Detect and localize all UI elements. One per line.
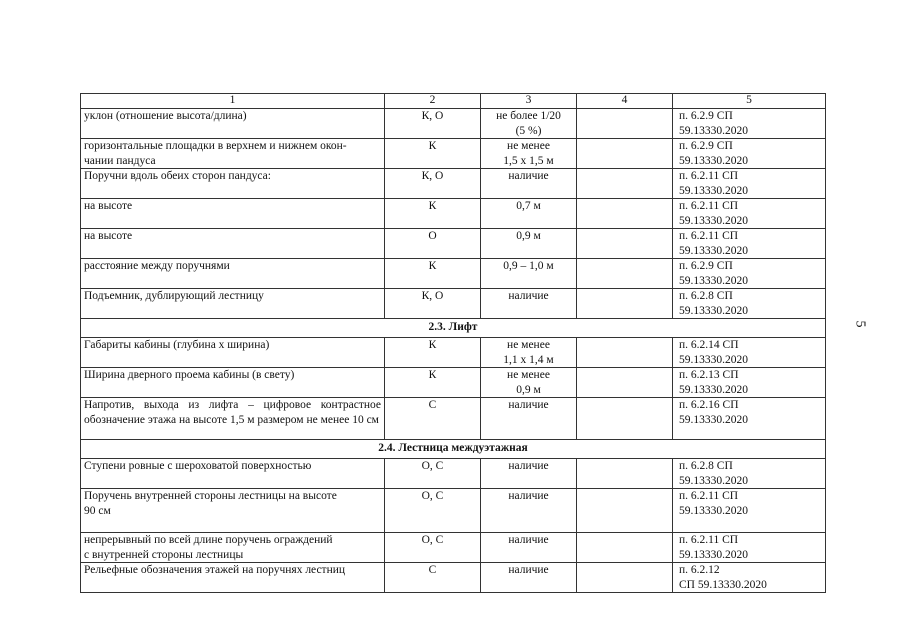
requirement-cell: Поручень внутренней стороны лестницы на высоте 90 см <box>81 489 385 533</box>
table-row <box>81 229 826 259</box>
actual-value-cell <box>577 139 673 169</box>
requirement-cell: уклон (отношение высота/длина) <box>81 109 385 139</box>
reference-cell: п. 6.2.13 СП 59.13330.2020 <box>673 368 826 398</box>
category-cell: К, О <box>385 289 481 319</box>
page-number: 5 <box>852 320 868 328</box>
requirement-cell: расстояние между поручнями <box>81 259 385 289</box>
norm-value-cell: не менее 1,5 х 1,5 м <box>481 139 577 169</box>
category-cell: К, О <box>385 109 481 139</box>
actual-value-cell <box>577 533 673 563</box>
requirement-cell: непрерывный по всей длине поручень ограждений с внутренней стороны лестницы <box>81 533 385 563</box>
requirement-cell: Подъемник, дублирующий лестницу <box>81 289 385 319</box>
norm-value-cell: 0,9 м <box>481 229 577 259</box>
requirement-cell: Поручни вдоль обеих сторон пандуса: <box>81 169 385 199</box>
actual-value-cell <box>577 489 673 533</box>
reference-cell: п. 6.2.11 СП 59.13330.2020 <box>673 533 826 563</box>
norm-value-cell: 0,7 м <box>481 199 577 229</box>
actual-value-cell <box>577 398 673 440</box>
reference-cell: п. 6.2.8 СП 59.13330.2020 <box>673 459 826 489</box>
category-cell: О, С <box>385 459 481 489</box>
requirement-cell: горизонтальные площадки в верхнем и нижнем окон- чании пандуса <box>81 139 385 169</box>
requirement-cell: Ступени ровные с шероховатой поверхностью <box>81 459 385 489</box>
category-cell: К <box>385 259 481 289</box>
table-row <box>81 398 826 440</box>
actual-value-cell <box>577 563 673 593</box>
table-row <box>81 459 826 489</box>
requirements-table-body <box>81 94 826 593</box>
category-cell: К <box>385 368 481 398</box>
actual-value-cell <box>577 338 673 368</box>
actual-value-cell <box>577 289 673 319</box>
table-row <box>81 489 826 533</box>
category-cell: О, С <box>385 533 481 563</box>
reference-cell: п. 6.2.12 СП 59.13330.2020 <box>673 563 826 593</box>
requirement-cell: на высоте <box>81 229 385 259</box>
norm-value-cell: 0,9 – 1,0 м <box>481 259 577 289</box>
actual-value-cell <box>577 229 673 259</box>
actual-value-cell <box>577 259 673 289</box>
requirement-cell: Рельефные обозначения этажей на поручнях лестниц <box>81 563 385 593</box>
actual-value-cell <box>577 368 673 398</box>
table-row <box>81 289 826 319</box>
actual-value-cell <box>577 199 673 229</box>
category-cell: К <box>385 338 481 368</box>
requirement-cell: Ширина дверного проема кабины (в свету) <box>81 368 385 398</box>
actual-value-cell <box>577 169 673 199</box>
requirement-cell: Напротив, выхода из лифта – цифровое контрастное обозначение этажа на высоте 1,5 м размером не менее 10 см <box>81 398 385 440</box>
norm-value-cell: не менее 1,1 х 1,4 м <box>481 338 577 368</box>
norm-value-cell: наличие <box>481 563 577 593</box>
column-number-4: 4 <box>577 94 673 109</box>
norm-value-cell: наличие <box>481 289 577 319</box>
header-row <box>81 94 826 109</box>
reference-cell: п. 6.2.9 СП 59.13330.2020 <box>673 259 826 289</box>
reference-cell: п. 6.2.9 СП 59.13330.2020 <box>673 109 826 139</box>
column-number-5: 5 <box>673 94 826 109</box>
section-stairs-row <box>81 440 826 459</box>
reference-cell: п. 6.2.11 СП 59.13330.2020 <box>673 489 826 533</box>
category-cell: С <box>385 563 481 593</box>
table-row <box>81 139 826 169</box>
reference-cell: п. 6.2.8 СП 59.13330.2020 <box>673 289 826 319</box>
table-row <box>81 368 826 398</box>
column-number-2: 2 <box>385 94 481 109</box>
norm-value-cell: наличие <box>481 533 577 563</box>
reference-cell: п. 6.2.9 СП 59.13330.2020 <box>673 139 826 169</box>
table-row <box>81 199 826 229</box>
table-row <box>81 169 826 199</box>
category-cell: О, С <box>385 489 481 533</box>
category-cell: О <box>385 229 481 259</box>
reference-cell: п. 6.2.11 СП 59.13330.2020 <box>673 169 826 199</box>
table-row <box>81 338 826 368</box>
reference-cell: п. 6.2.16 СП 59.13330.2020 <box>673 398 826 440</box>
column-number-1: 1 <box>81 94 385 109</box>
requirements-table <box>80 93 826 593</box>
table-row <box>81 259 826 289</box>
section-lift-title: 2.3. Лифт <box>81 319 826 338</box>
norm-value-cell: не более 1/20 (5 %) <box>481 109 577 139</box>
actual-value-cell <box>577 459 673 489</box>
requirement-cell: на высоте <box>81 199 385 229</box>
category-cell: К <box>385 199 481 229</box>
actual-value-cell <box>577 109 673 139</box>
table-row <box>81 563 826 593</box>
norm-value-cell: наличие <box>481 489 577 533</box>
reference-cell: п. 6.2.11 СП 59.13330.2020 <box>673 229 826 259</box>
table-row <box>81 109 826 139</box>
section-stairs-title: 2.4. Лестница междуэтажная <box>81 440 826 459</box>
reference-cell: п. 6.2.11 СП 59.13330.2020 <box>673 199 826 229</box>
category-cell: К, О <box>385 169 481 199</box>
norm-value-cell: наличие <box>481 398 577 440</box>
reference-cell: п. 6.2.14 СП 59.13330.2020 <box>673 338 826 368</box>
category-cell: С <box>385 398 481 440</box>
table-row <box>81 533 826 563</box>
section-lift-row <box>81 319 826 338</box>
norm-value-cell: наличие <box>481 459 577 489</box>
norm-value-cell: не менее 0,9 м <box>481 368 577 398</box>
requirement-cell: Габариты кабины (глубина х ширина) <box>81 338 385 368</box>
column-number-3: 3 <box>481 94 577 109</box>
category-cell: К <box>385 139 481 169</box>
norm-value-cell: наличие <box>481 169 577 199</box>
